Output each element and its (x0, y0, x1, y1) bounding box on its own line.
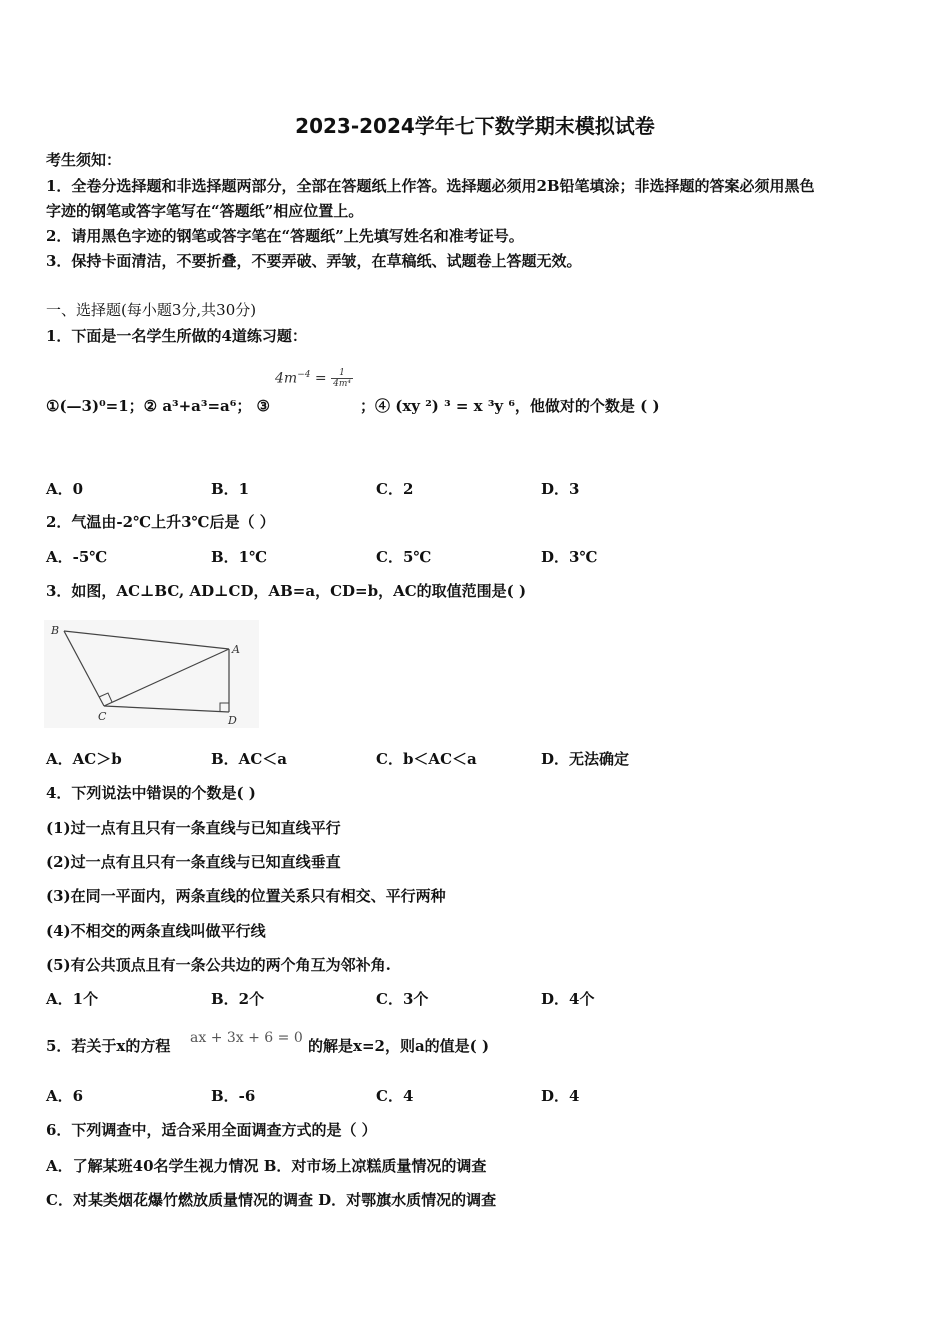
label-d: D (228, 714, 237, 727)
label-c: C (98, 710, 107, 723)
q4-option-b[interactable]: B．2个 (211, 990, 265, 1008)
q5-option-d[interactable]: D．4 (541, 1087, 580, 1105)
label-b: B (51, 624, 60, 637)
q5-option-c[interactable]: C．4 (376, 1087, 414, 1105)
q5-stem-b: 的解是x=2，则a的值是( ) (308, 1037, 490, 1055)
q1-part-b: ；④ (xy ²) ³ = x ³y ⁶，他做对的个数是 ( ) (360, 397, 660, 415)
page-title: 2023-2024学年七下数学期末模拟试卷 (295, 114, 655, 138)
label-a: A (232, 643, 240, 656)
notice-line-3: 3．保持卡面清洁，不要折叠，不要弄破、弄皱，在草稿纸、试题卷上答题无效。 (46, 252, 582, 270)
q5-option-a[interactable]: A．6 (46, 1087, 84, 1105)
q3-stem: 3．如图，AC⊥BC, AD⊥CD，AB=a，CD=b，AC的取值范围是( ) (46, 582, 527, 600)
q6-options-row-2[interactable]: C．对某类烟花爆竹燃放质量情况的调查 D．对鄂旗水质情况的调查 (46, 1191, 497, 1209)
q4-statement-2: (2)过一点有且只有一条直线与已知直线垂直 (46, 853, 341, 871)
q3-option-a[interactable]: A．AC＞b (46, 750, 122, 768)
q4-statement-5: (5)有公共顶点且有一条公共边的两个角互为邻补角. (46, 956, 391, 974)
q4-option-a[interactable]: A．1个 (46, 990, 99, 1008)
q3-figure (44, 620, 259, 728)
q3-option-d[interactable]: D．无法确定 (541, 750, 630, 768)
q1-stem: 1．下面是一名学生所做的4道练习题： (46, 327, 307, 345)
q2-option-a[interactable]: A．-5℃ (46, 548, 108, 566)
q1-option-a[interactable]: A．0 (46, 480, 84, 498)
q6-options-row-1[interactable]: A．了解某班40名学生视力情况 B．对市场上凉糕质量情况的调查 (46, 1157, 487, 1175)
notice-heading: 考生须知： (46, 151, 122, 169)
q6-stem: 6．下列调查中，适合采用全面调查方式的是（ ） (46, 1121, 377, 1139)
q2-option-c[interactable]: C．5℃ (376, 548, 432, 566)
q3-option-b[interactable]: B．AC＜a (211, 750, 287, 768)
notice-line-1a: 1．全卷分选择题和非选择题两部分，全部在答题纸上作答。选择题必须用2B铅笔填涂；非选择题的答案必须用黑色 (46, 177, 815, 195)
section-heading: 一、选择题(每小题3分,共30分) (46, 301, 257, 319)
q1-formula: $4m^{-4}$ = $\frac{1}{\text{4m⁴}}$ (275, 368, 351, 389)
q1-option-d[interactable]: D．3 (541, 480, 580, 498)
q4-statement-3: (3)在同一平面内，两条直线的位置关系只有相交、平行两种 (46, 887, 446, 905)
q4-option-d[interactable]: D．4个 (541, 990, 595, 1008)
q2-stem: 2．气温由-2℃上升3℃后是（ ） (46, 513, 275, 531)
q4-statement-1: (1)过一点有且只有一条直线与已知直线平行 (46, 819, 341, 837)
q1-option-c[interactable]: C．2 (376, 480, 414, 498)
notice-line-2: 2．请用黑色字迹的钢笔或答字笔在“答题纸”上先填写姓名和准考证号。 (46, 227, 524, 245)
q4-statement-4: (4)不相交的两条直线叫做平行线 (46, 922, 266, 940)
q2-option-b[interactable]: B．1℃ (211, 548, 268, 566)
q1-option-b[interactable]: B．1 (211, 480, 250, 498)
q3-option-c[interactable]: C．b＜AC＜a (376, 750, 477, 768)
notice-line-1b: 字迹的钢笔或答字笔写在“答题纸”相应位置上。 (46, 202, 364, 220)
q4-stem: 4．下列说法中错误的个数是( ) (46, 784, 256, 802)
q4-option-c[interactable]: C．3个 (376, 990, 429, 1008)
q1-part-a: ①(—3)⁰=1；② a³+a³=a⁶； ③ (46, 397, 270, 415)
q2-option-d[interactable]: D．3℃ (541, 548, 598, 566)
q5-stem-a: 5．若关于x的方程 (46, 1037, 171, 1055)
q5-option-b[interactable]: B．-6 (211, 1087, 256, 1105)
q5-equation: ax + 3x + 6 = 0 (190, 1030, 303, 1046)
